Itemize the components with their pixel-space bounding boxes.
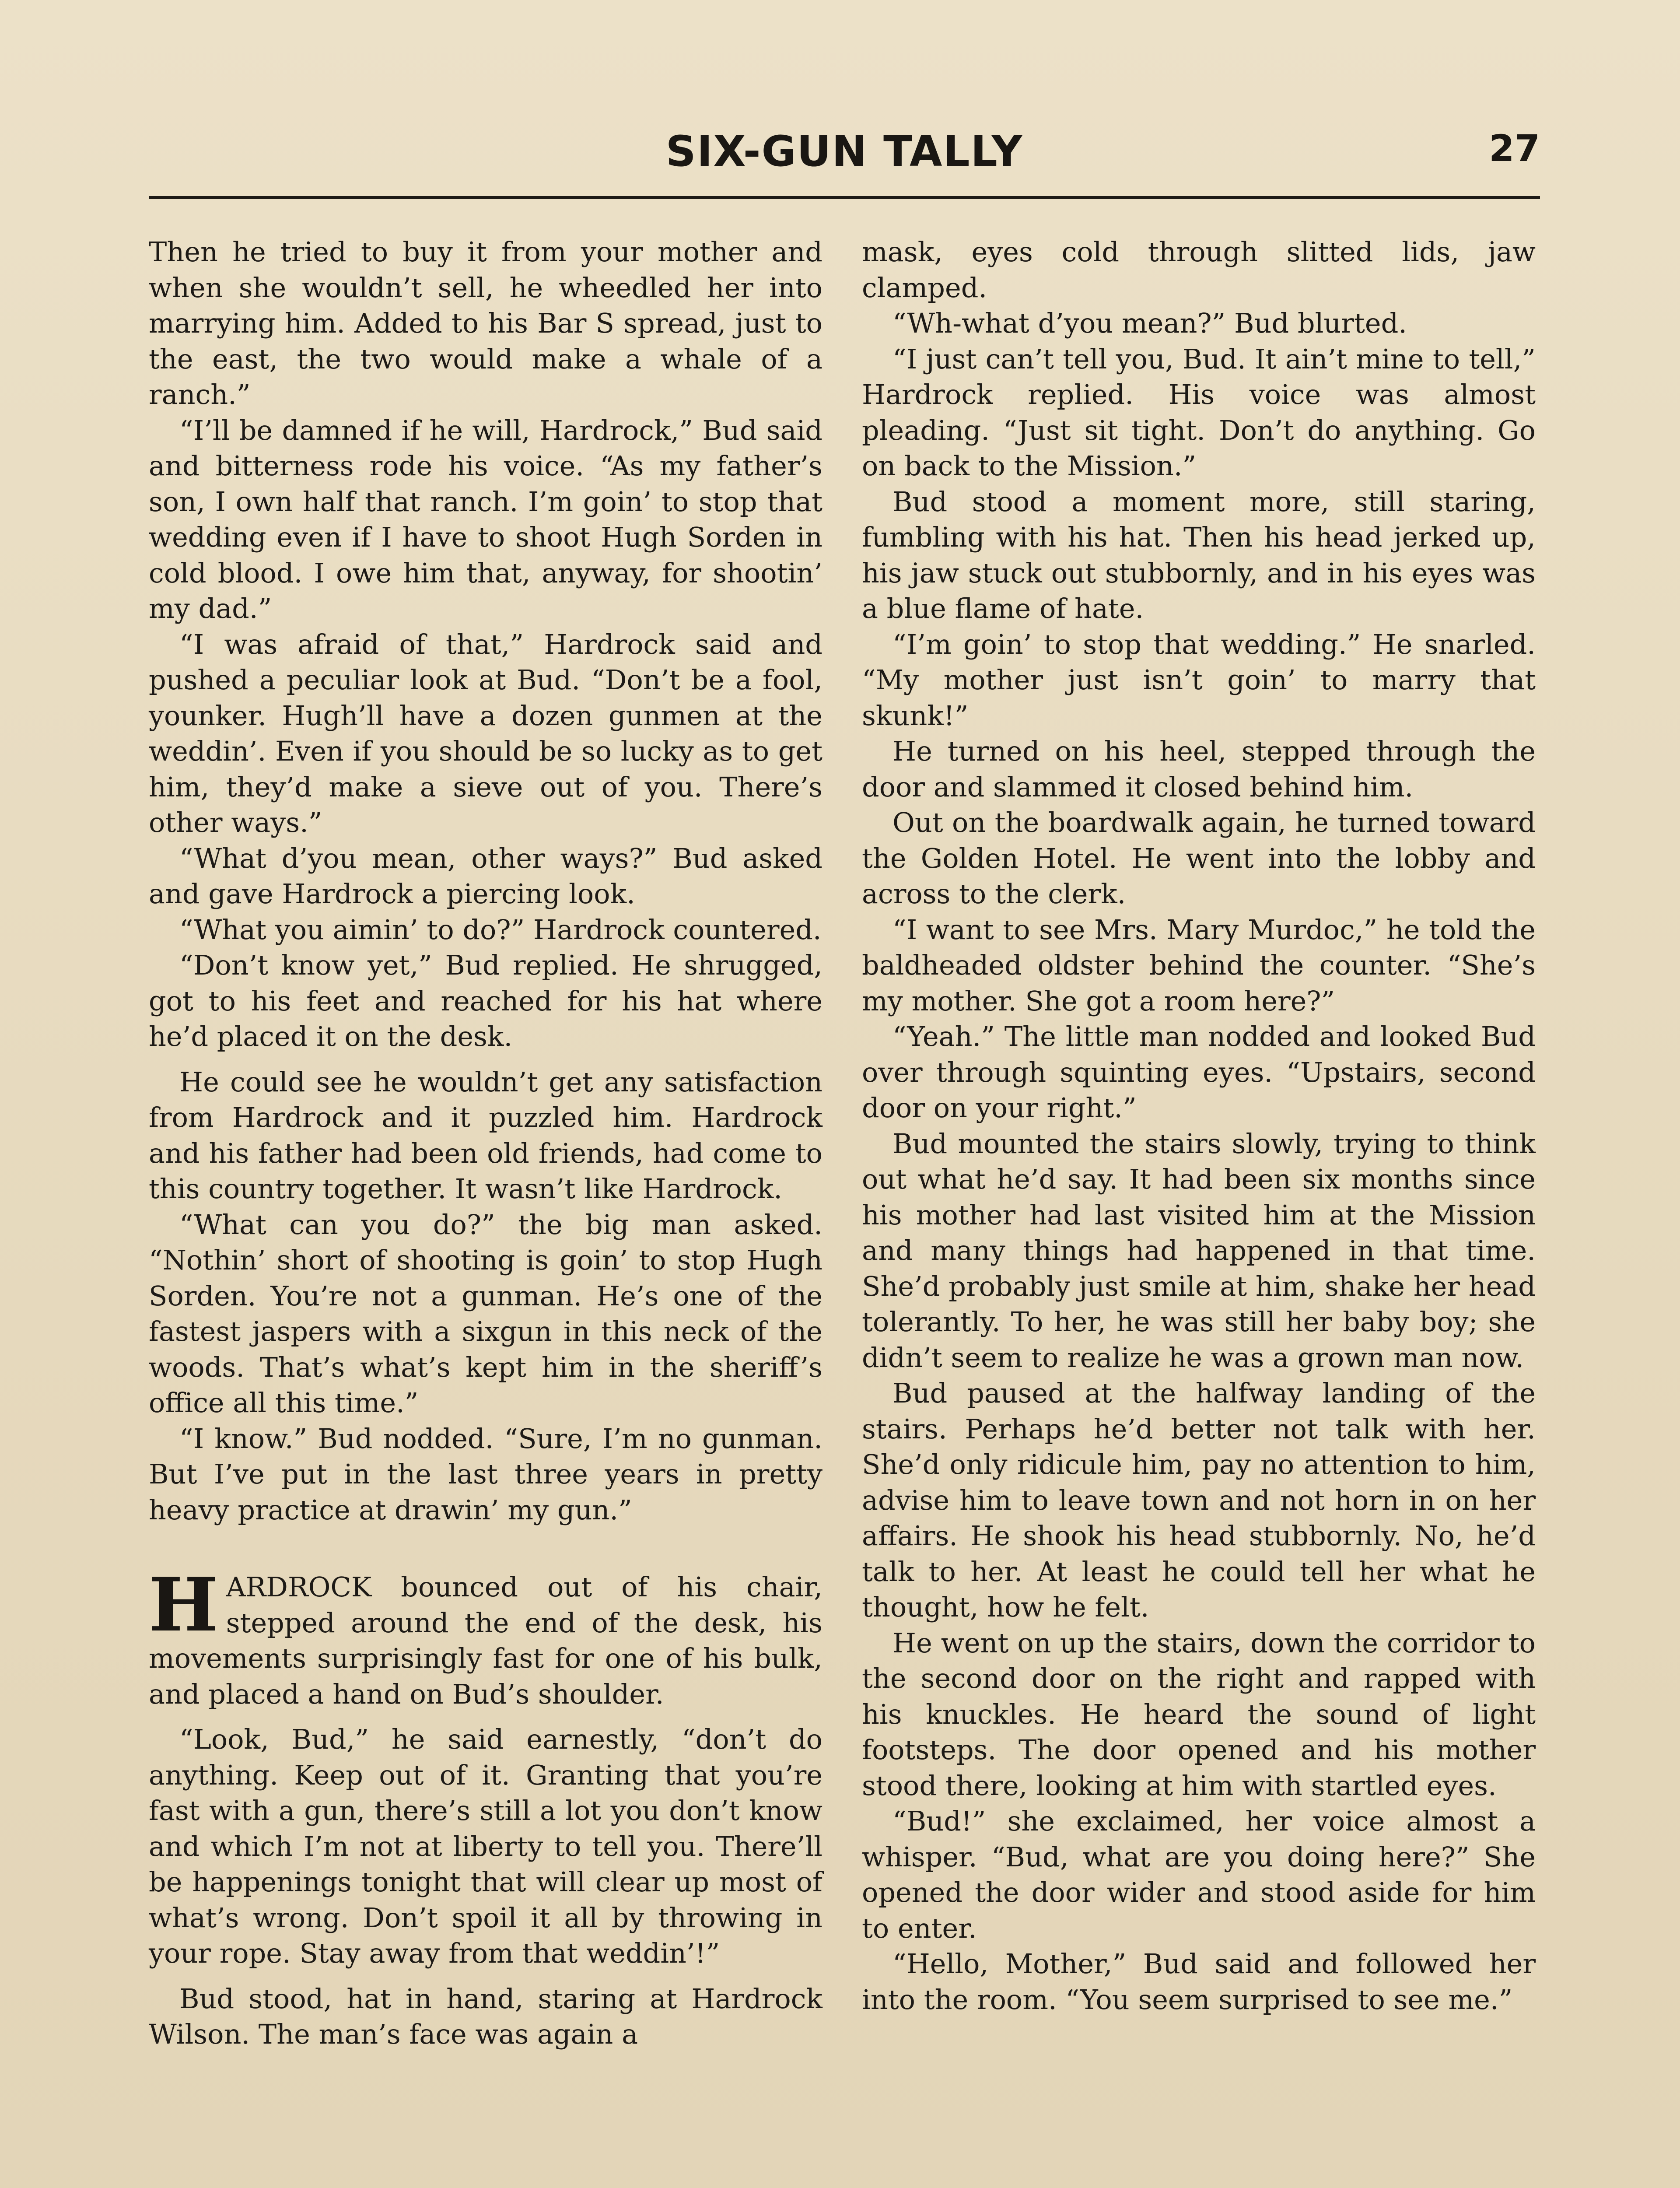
paragraph: Bud mounted the stairs slowly, trying to think out what he’d say. It had been six months since his mother had last visited him at the Mission and many things had happened in that time. She’d probably just smile at him, shake her head tolerantly. To her, he was still her baby boy; she didn’t seem to realize he was a grown man now. <box>862 1127 1536 1374</box>
paragraph: “I’ll be damned if he will, Hardrock,” Bud said and bitterness rode his voice. “As my father’s son, I own half that ranch. I’m goin’ to stop that wedding even if I have to shoot Hugh Sorden in cold blood. I owe him that, anyway, for shootin’ my dad.” <box>149 414 822 624</box>
paragraph: “What can you do?” the big man asked. “Nothin’ short of shooting is goin’ to stop Hugh Sorden. You’re not a gunman. He’s one of the fastest jaspers with a sixgun in this neck of the woods. That’s what’s kept him in the sheriff’s office all this time.” <box>149 1208 822 1419</box>
paragraph: Bud stood a moment more, still staring, fumbling with his hat. Then his head jerked up, his jaw stuck out stubbornly, and in his eyes was a blue flame of hate. <box>862 485 1536 624</box>
paragraph: “Look, Bud,” he said earnestly, “don’t do anything. Keep out of it. Granting that you’re fast with a gun, there’s still a lot you don’t know and which I’m not at liberty to tell you. There’ll be happenings tonight that will clear up most of what’s wrong. Don’t spoil it all by throwing in your rope. Stay away from that weddin’!” <box>149 1723 822 1969</box>
paragraph: “I want to see Mrs. Mary Murdoc,” he told the baldheaded oldster behind the counter. “She’s my mother. She got a room here?” <box>862 913 1536 1017</box>
paragraph: mask, eyes cold through slitted lids, jaw clamped. <box>862 236 1536 304</box>
paragraph: Then he tried to buy it from your mother and when she wouldn’t sell, he wheedled her into marrying him. Added to his Bar S spread, just to the east, the two would make a whale of a ranch.” <box>149 236 822 410</box>
drop-cap: H <box>149 1561 218 1648</box>
paragraph: “Don’t know yet,” Bud replied. He shrugged, got to his feet and reached for his hat where he’d placed it on the desk. <box>149 949 822 1052</box>
page-number: 27 <box>1489 127 1540 170</box>
paragraph: Bud paused at the halfway landing of the stairs. Perhaps he’d better not talk with her. She’d only ridicule him, pay no attention to him, advise him to leave town and not horn in on her affairs. He shook his head stubbornly. No, he’d talk to her. At least he could tell her what he thought, how he felt. <box>862 1377 1536 1623</box>
paragraph: He went on up the stairs, down the corridor to the second door on the right and rapped with his knuckles. He heard the sound of light footsteps. The door opened and his mother stood there, looking at him with startled eyes. <box>862 1627 1536 1802</box>
paragraph: “I just can’t tell you, Bud. It ain’t mine to tell,” Hardrock replied. His voice was almost pleading. “Just sit tight. Don’t do anything. Go on back to the Mission.” <box>862 343 1536 482</box>
paragraph: “Wh-what d’you mean?” Bud blurted. <box>892 307 1407 339</box>
paragraph: “Yeah.” The little man nodded and looked Bud over through squinting eyes. “Upstairs, second door on your right.” <box>862 1020 1536 1124</box>
paragraph: “I was afraid of that,” Hardrock said and pushed a peculiar look at Bud. “Don’t be a fool, younker. Hugh’ll have a dozen gunmen at the weddin’. Even if you should be so lucky as to get him, they’d make a sieve out of you. There’s other ways.” <box>149 628 822 838</box>
section-opening-text: ARDROCK bounced out of his chair, stepped around the end of the desk, his movements surprisingly fast for one of his bulk, and placed a hand on Bud’s shoulder. <box>149 1571 822 1710</box>
paragraph: “What you aimin’ to do?” Hardrock countered. <box>179 913 822 946</box>
paragraph: “Hello, Mother,” Bud said and followed her into the room. “You seem surprised to see me.” <box>862 1948 1536 2016</box>
paragraph: He turned on his heel, stepped through the door and slammed it closed behind him. <box>862 735 1536 803</box>
paragraph: Bud stood, hat in hand, staring at Hardrock Wilson. The man’s face was again a <box>149 1982 822 2050</box>
paragraph: “Bud!” she exclaimed, her voice almost a whisper. “Bud, what are you doing here?” She opened the door wider and stood aside for him to enter. <box>862 1805 1536 1944</box>
header-rule <box>149 196 1540 199</box>
paragraph: Out on the boardwalk again, he turned toward the Golden Hotel. He went into the lobby and across to the clerk. <box>862 806 1536 910</box>
section-opening-paragraph <box>149 1561 822 1712</box>
running-header <box>149 127 1540 193</box>
paragraph: “I know.” Bud nodded. “Sure, I’m no gunman. But I’ve put in the last three years in pretty heavy practice at drawin’ my gun.” <box>149 1422 822 1526</box>
left-column <box>149 234 822 2052</box>
paragraph: He could see he wouldn’t get any satisfaction from Hardrock and it puzzled him. Hardrock and his father had been old friends, had come to this country together. It wasn’t like Hardrock. <box>149 1066 822 1205</box>
running-title: SIX-GUN TALLY <box>665 127 1023 176</box>
right-column <box>862 234 1536 2017</box>
paragraph: “I’m goin’ to stop that wedding.” He snarled. “My mother just isn’t goin’ to marry that skunk!” <box>862 628 1536 732</box>
paragraph: “What d’you mean, other ways?” Bud asked and gave Hardrock a piercing look. <box>149 842 822 910</box>
